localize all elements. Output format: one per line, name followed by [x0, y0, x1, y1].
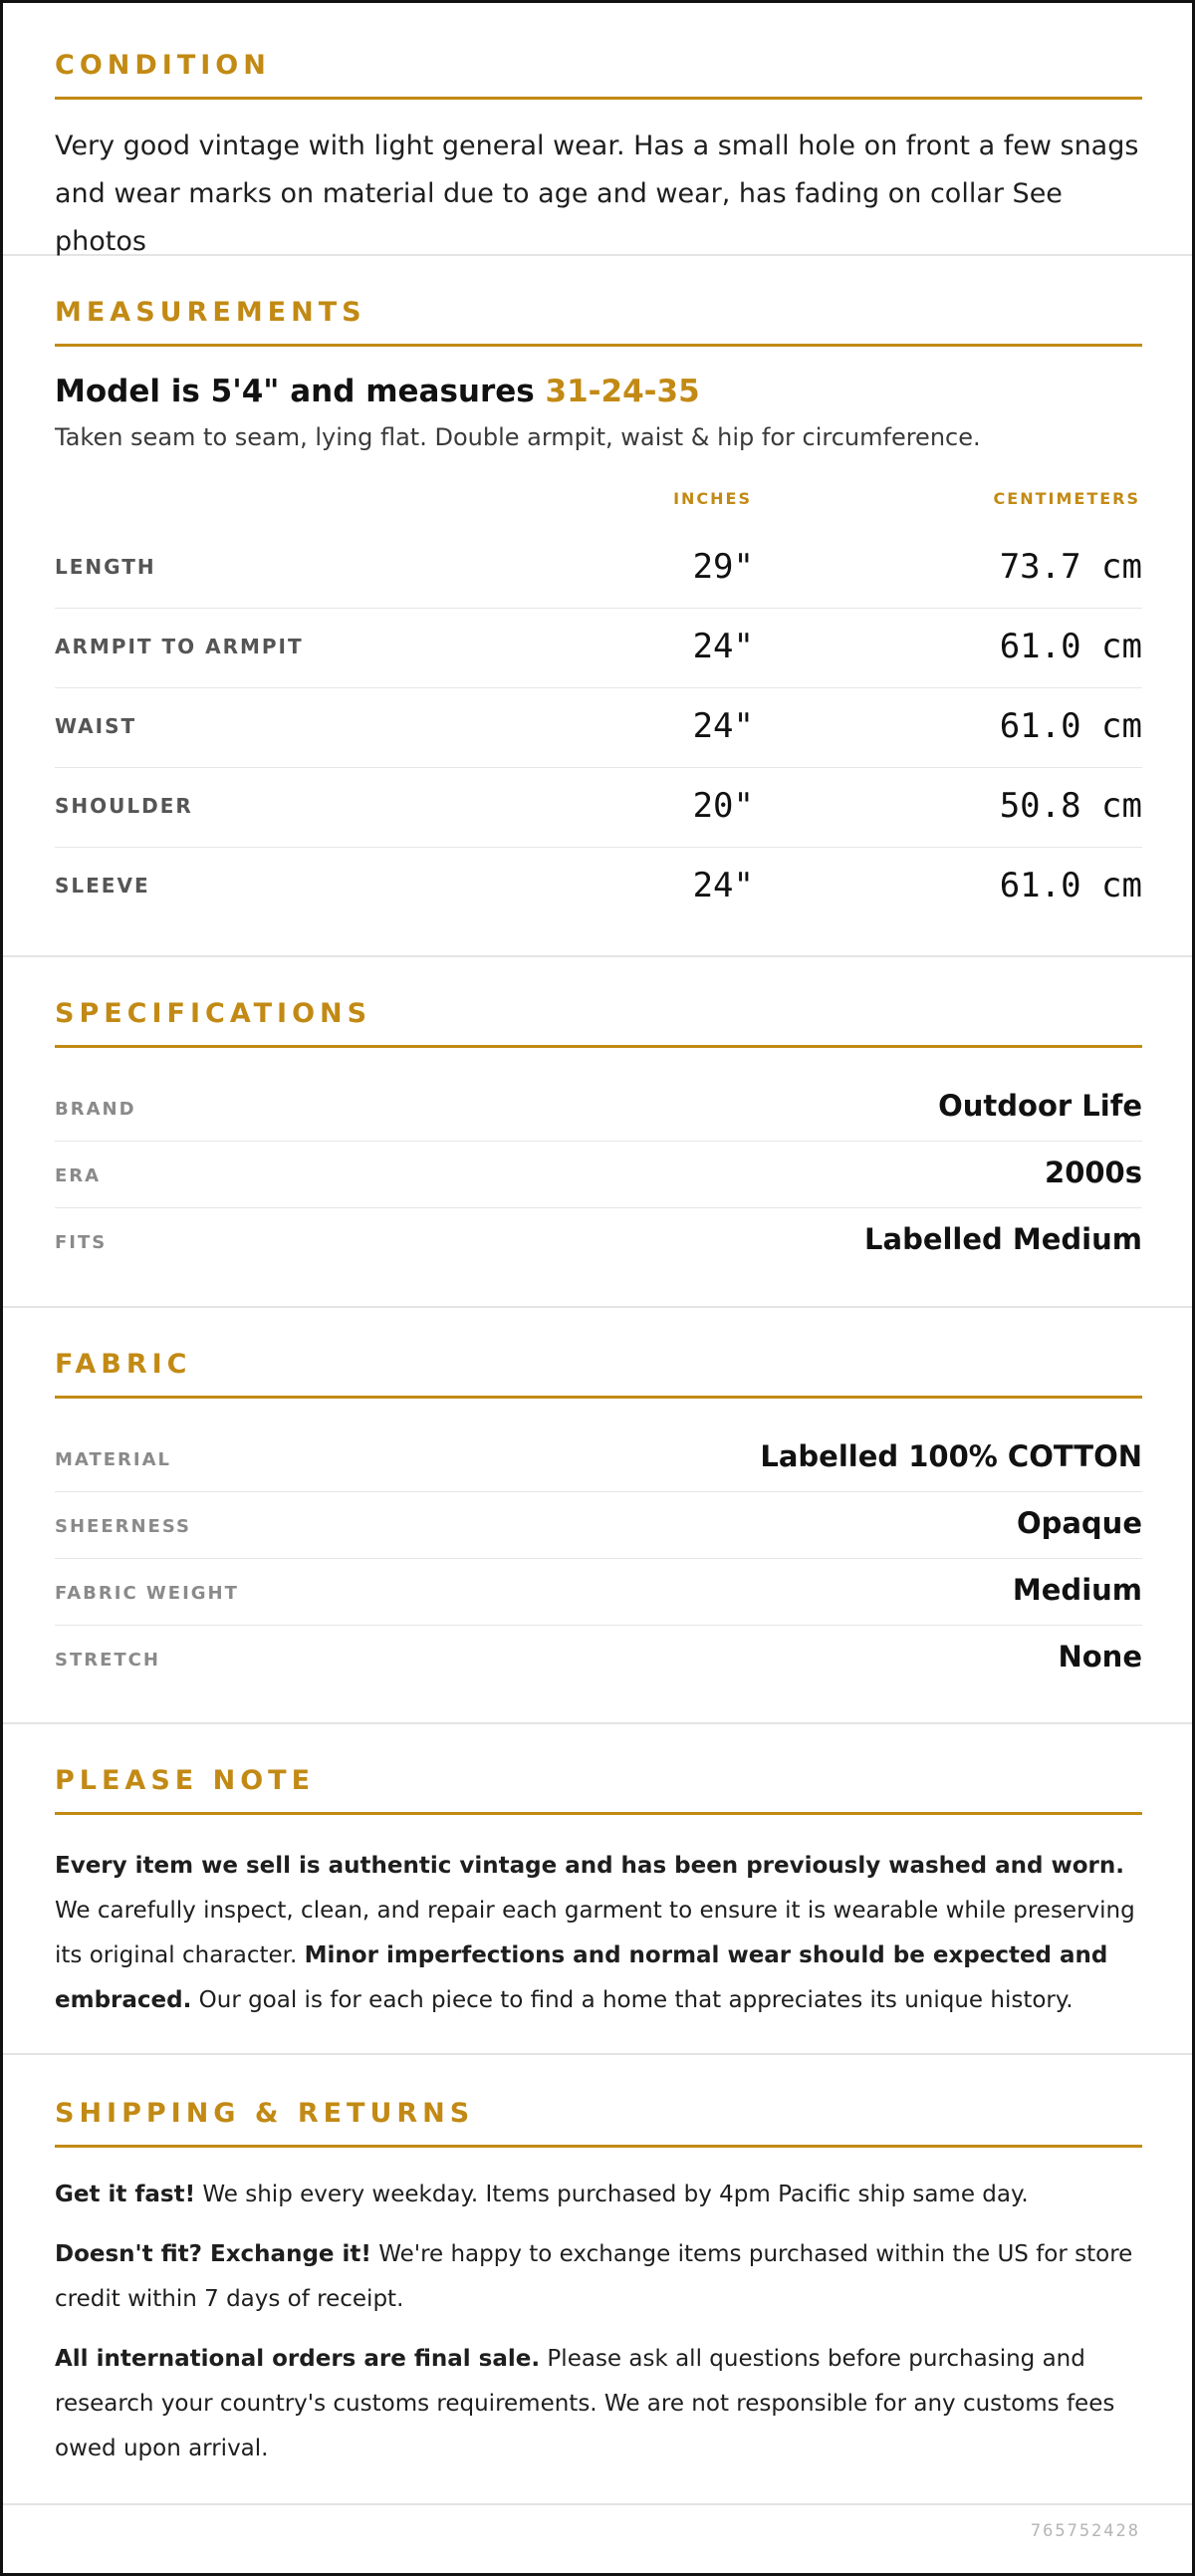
note-text-goal: Our goal is for each piece to find a home that appreciates its unique history.	[191, 1987, 1074, 2013]
measurement-row-shoulder	[55, 768, 1142, 848]
measurement-inches: 24"	[692, 627, 754, 666]
shipping-international-text	[55, 2337, 1142, 2471]
measurement-cm: 50.8 cm	[999, 786, 1142, 826]
measurement-label: ARMPIT TO ARMPIT	[55, 635, 304, 658]
fabric-row-stretch	[55, 1626, 1142, 1692]
spec-row-fits	[55, 1208, 1142, 1275]
model-measures-value: 31-24-35	[545, 374, 700, 409]
fabric-value: Opaque	[1016, 1506, 1142, 1540]
shipping-section	[3, 2055, 1192, 2505]
fabric-row-weight	[55, 1559, 1142, 1626]
measurements-heading: MEASUREMENTS	[55, 296, 1142, 347]
condition-section	[3, 3, 1192, 256]
spec-value: Outdoor Life	[938, 1089, 1142, 1123]
fabric-value: Labelled 100% COTTON	[760, 1439, 1142, 1473]
spec-label: BRAND	[55, 1099, 136, 1120]
shipping-exchange-bold: Doesn't fit? Exchange it!	[55, 2241, 371, 2267]
measurement-label: WAIST	[55, 714, 137, 738]
spec-label: ERA	[55, 1165, 102, 1186]
fabric-label: MATERIAL	[55, 1449, 171, 1470]
please-note-heading: PLEASE NOTE	[55, 1764, 1142, 1815]
fabric-row-sheerness	[55, 1492, 1142, 1559]
please-note-text	[55, 1844, 1142, 2023]
fabric-value: None	[1058, 1640, 1142, 1674]
shipping-exchange-text	[55, 2232, 1142, 2322]
spec-row-era	[55, 1142, 1142, 1208]
note-bold-imperfections: Minor imperfections and normal wear should be expected and embraced.	[55, 1942, 1108, 2013]
spec-value: Labelled Medium	[864, 1222, 1142, 1256]
model-measurements	[55, 374, 700, 409]
measurement-row-waist	[55, 688, 1142, 768]
fabric-heading: FABRIC	[55, 1348, 1142, 1399]
note-bold-authentic: Every item we sell is authentic vintage and has been previously washed and worn.	[55, 1853, 1124, 1879]
model-prefix: Model is 5'4" and measures	[55, 374, 546, 409]
measurement-cm: 61.0 cm	[999, 866, 1142, 905]
inches-column-header: INCHES	[673, 489, 752, 508]
condition-text: Very good vintage with light general wear. Has a small hole on front a few snags and wear marks on material due to age and wear, has fading on collar See photos	[55, 130, 1139, 257]
shipping-exchange-detail: We're happy to exchange items purchased within the US for store credit within 7 days of receipt.	[55, 2241, 1133, 2312]
fabric-label: FABRIC WEIGHT	[55, 1583, 239, 1604]
measurement-cm: 73.7 cm	[999, 547, 1142, 587]
shipping-heading: SHIPPING & RETURNS	[55, 2097, 1142, 2148]
shipping-international-bold: All international orders are final sale.	[55, 2346, 541, 2372]
measurement-cm: 61.0 cm	[999, 627, 1142, 666]
measurement-note: Taken seam to seam, lying flat. Double armpit, waist & hip for circumference.	[55, 423, 981, 451]
shipping-international-detail: Please ask all questions before purchasing and research your country's customs requirements. We are not responsible for any customs fees owed upon arrival.	[55, 2346, 1115, 2461]
fabric-label: SHEERNESS	[55, 1516, 191, 1537]
measurement-row-armpit	[55, 609, 1142, 688]
fabric-label: STRETCH	[55, 1650, 160, 1671]
measurement-cm: 61.0 cm	[999, 706, 1142, 746]
spec-value: 2000s	[1045, 1156, 1142, 1189]
measurement-label: SHOULDER	[55, 794, 193, 818]
measurement-row-length	[55, 529, 1142, 609]
specifications-heading: SPECIFICATIONS	[55, 997, 1142, 1048]
measurement-inches: 29"	[692, 547, 754, 587]
fabric-value: Medium	[1012, 1573, 1142, 1607]
shipping-fast-bold: Get it fast!	[55, 2182, 196, 2207]
measurement-inches: 24"	[692, 866, 754, 905]
spec-label: FITS	[55, 1232, 108, 1253]
spec-row-brand	[55, 1075, 1142, 1142]
item-id: 765752428	[1030, 2521, 1140, 2541]
condition-heading: CONDITION	[55, 49, 1142, 100]
measurement-inches: 20"	[692, 786, 754, 826]
measurement-inches: 24"	[692, 706, 754, 746]
measurement-label: LENGTH	[55, 555, 156, 579]
shipping-fast-text	[55, 2173, 1142, 2217]
shipping-fast-detail: We ship every weekday. Items purchased by 4pm Pacific ship same day.	[195, 2182, 1029, 2207]
measurement-row-sleeve	[55, 848, 1142, 927]
measurement-label: SLEEVE	[55, 874, 150, 898]
fabric-row-material	[55, 1425, 1142, 1492]
please-note-section	[3, 1724, 1192, 2055]
note-text-inspect: We carefully inspect, clean, and repair each garment to ensure it is wearable while preserving its original character.	[55, 1898, 1135, 1968]
centimeters-column-header: CENTIMETERS	[993, 489, 1140, 508]
